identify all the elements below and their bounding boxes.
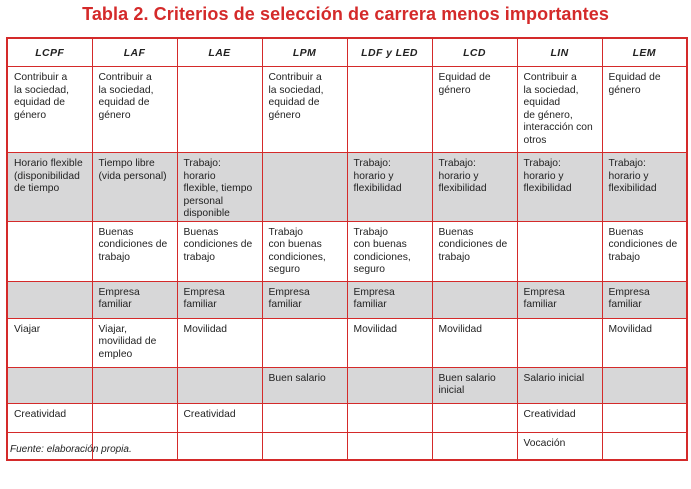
- table-cell: Movilidad: [347, 318, 432, 367]
- table-row: [7, 318, 687, 367]
- table-title: Tabla 2. Criterios de selección de carrera menos importantes: [82, 4, 609, 24]
- column-header: LDF y LED: [347, 38, 432, 67]
- criteria-table: [6, 37, 688, 461]
- table-cell: Buen salario inicial: [432, 367, 517, 403]
- column-header: LAF: [92, 38, 177, 67]
- table-cell: Contribuir a la sociedad, equidad de género, interacción con otros: [517, 67, 602, 153]
- table-cell: Creatividad: [177, 403, 262, 432]
- table-cell: [262, 318, 347, 367]
- table-cell: [177, 432, 262, 460]
- table-cell: [347, 432, 432, 460]
- table-cell: Horario flexible (disponibilidad de tiempo: [7, 153, 92, 222]
- column-header: LCD: [432, 38, 517, 67]
- table-cell: [432, 403, 517, 432]
- table-row: [7, 221, 687, 281]
- table-cell: [432, 432, 517, 460]
- column-header: LPM: [262, 38, 347, 67]
- table-cell: Trabajo: horario y flexibilidad: [432, 153, 517, 222]
- column-header: LIN: [517, 38, 602, 67]
- table-cell: [517, 318, 602, 367]
- table-cell: [517, 221, 602, 281]
- table-cell: [347, 367, 432, 403]
- table-cell: [7, 281, 92, 318]
- header-row: [7, 38, 687, 67]
- table-cell: Movilidad: [177, 318, 262, 367]
- table-cell: [7, 367, 92, 403]
- table-cell: Trabajo: horario y flexibilidad: [517, 153, 602, 222]
- column-header: LEM: [602, 38, 687, 67]
- table-row: [7, 281, 687, 318]
- table-row: [7, 67, 687, 153]
- table-cell: Vocación: [517, 432, 602, 460]
- table-cell: Buenas condiciones de trabajo: [92, 221, 177, 281]
- table-cell: Equidad de género: [432, 67, 517, 153]
- table-cell: Empresa familiar: [347, 281, 432, 318]
- table-cell: Empresa familiar: [177, 281, 262, 318]
- source-footnote: Fuente: elaboración propia.: [10, 444, 132, 455]
- table-cell: Trabajo: horario y flexibilidad: [602, 153, 687, 222]
- table-cell: Salario inicial: [517, 367, 602, 403]
- column-header: LAE: [177, 38, 262, 67]
- table-cell: Creatividad: [517, 403, 602, 432]
- table-row: [7, 153, 687, 222]
- table-cell: [262, 432, 347, 460]
- table-cell: [262, 403, 347, 432]
- table-cell: [92, 367, 177, 403]
- table-cell: [177, 67, 262, 153]
- table-cell: [432, 281, 517, 318]
- table-row: [7, 367, 687, 403]
- table-cell: [602, 403, 687, 432]
- table-cell: [262, 153, 347, 222]
- table-cell: Viajar, movilidad de empleo: [92, 318, 177, 367]
- table-cell: Buenas condiciones de trabajo: [177, 221, 262, 281]
- table-cell: Buen salario: [262, 367, 347, 403]
- table-cell: Trabajo: horario y flexibilidad: [347, 153, 432, 222]
- table-cell: Empresa familiar: [602, 281, 687, 318]
- table-cell: Empresa familiar: [262, 281, 347, 318]
- table-cell: Equidad de género: [602, 67, 687, 153]
- table-cell: Movilidad: [602, 318, 687, 367]
- table-cell: [347, 403, 432, 432]
- table-cell: [177, 367, 262, 403]
- table-cell: [347, 67, 432, 153]
- table-cell: Viajar: [7, 318, 92, 367]
- table-cell: [602, 432, 687, 460]
- table-cell: Empresa familiar: [517, 281, 602, 318]
- table-cell: [602, 367, 687, 403]
- table-cell: Trabajo: horario flexible, tiempo personal disponible: [177, 153, 262, 222]
- table-cell: Contribuir a la sociedad, equidad de género: [7, 67, 92, 153]
- table-cell: Tiempo libre (vida personal): [92, 153, 177, 222]
- table-cell: Buenas condiciones de trabajo: [432, 221, 517, 281]
- table-cell: Creatividad: [7, 403, 92, 432]
- table-cell: [92, 403, 177, 432]
- table-cell: Trabajo con buenas condiciones, seguro: [262, 221, 347, 281]
- table-cell: Contribuir a la sociedad, equidad de género: [262, 67, 347, 153]
- table-cell: Contribuir a la sociedad, equidad de género: [92, 67, 177, 153]
- table-cell: Movilidad: [432, 318, 517, 367]
- table-cell: [7, 221, 92, 281]
- column-header: LCPF: [7, 38, 92, 67]
- table-cell: Buenas condiciones de trabajo: [602, 221, 687, 281]
- table-cell: Empresa familiar: [92, 281, 177, 318]
- table-cell: Trabajo con buenas condiciones, seguro: [347, 221, 432, 281]
- table-row: [7, 403, 687, 432]
